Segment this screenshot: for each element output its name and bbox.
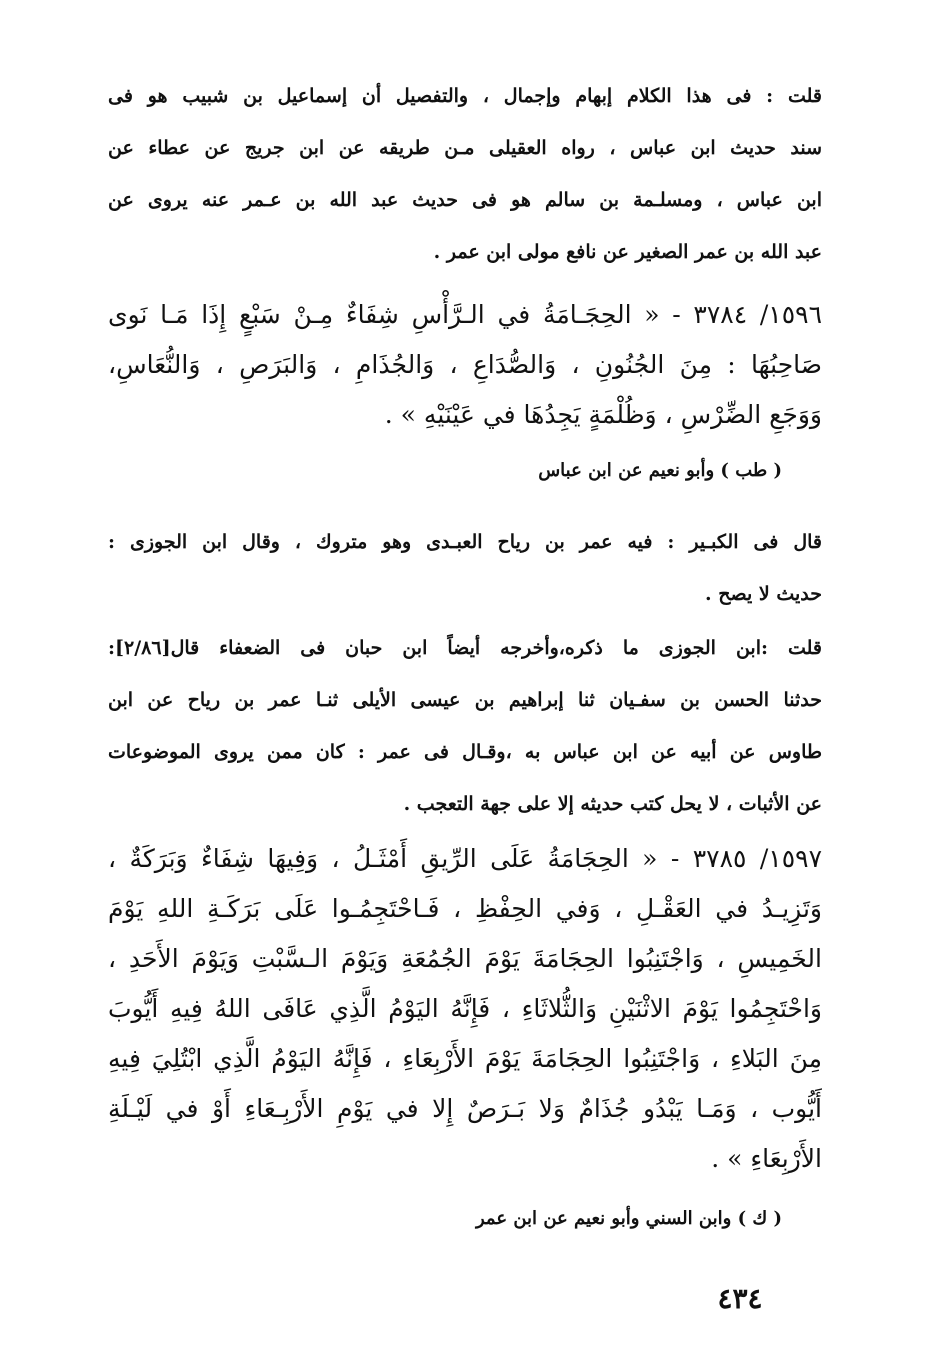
hadith-source: ( طب ) وأبو نعيم عن ابن عباس bbox=[538, 460, 782, 481]
page-body bbox=[108, 70, 822, 1242]
text-line: حدثنا الحسن بن سفـيان ثنا إبراهيم بن عيسى الأيلى ثنـا عمر بن رياح عن ابن bbox=[108, 689, 822, 711]
text-line: قلت :ابن الجوزى ما ذكره،وأخرجه أيضاً ابن حبان فى الضعفاء قال[٢/٨٦]: bbox=[108, 637, 822, 659]
text-line: عبد الله بن عمر الصغير عن نافع مولى ابن عمر . bbox=[433, 241, 822, 263]
hadith-line: وَتَزِيـدُ في العَقْـلِ ، وَفي الحِفْظِ ، فَـاحْتَجِمُـوا عَلَى بَرَكَـةِ اللهِ يَوْمَ bbox=[108, 894, 822, 923]
hadith-line: وَاحْتَجِمُوا يَوْمَ الاثْنَيْنِ وَالثُّلاثَاءِ ، فَإِنَّهُ اليَوْمُ الَّذِي عَافَى اللهُ فِيهِ أَيُّوبَ bbox=[108, 994, 822, 1023]
hadith-line: صَاحِبُهَا : مِنَ الجُنُونِ ، وَالصُّدَاعِ ، وَالجُذَامِ ، وَالبَرَصِ ، وَالنُّعَاسِ، bbox=[108, 350, 822, 379]
hadith-block bbox=[108, 834, 822, 1184]
hadith-line: ١٥٩٦/ ٣٧٨٤ - « الحِجَـامَةُ في الـرَّأْسِ شِفَاءٌ مِـنْ سَبْعٍ إِذَا مَـا نَوى bbox=[108, 300, 822, 329]
text-line: ابن عباس ، ومسلـمة بن سالم هو فى حديث عبد الله بن عـمر عنه يروى عن bbox=[108, 189, 822, 211]
commentary-block bbox=[108, 516, 822, 620]
hadith-line: الأَرْبِعَاءِ » . bbox=[711, 1144, 822, 1173]
hadith-block bbox=[108, 290, 822, 440]
commentary-block bbox=[108, 70, 822, 278]
text-line: حديث لا يصح . bbox=[705, 583, 822, 605]
commentary-block bbox=[108, 622, 822, 830]
text-line: قال فى الكبـير : فيه عمر بن رياح العبـدى وهو متروك ، وقال ابن الجوزى : bbox=[108, 531, 822, 553]
hadith-line: أَيُّوب ، وَمَـا يَبْدُو جُذَامٌ وَلا بَـرَصٌ إِلا في يَوْمِ الأَرْبِـعَاءِ أَوْ في لَيْـلَةِ bbox=[108, 1094, 822, 1123]
text-line: عن الأثبات ، لا يحل كتب حديثه إلا على جهة التعجب . bbox=[403, 793, 822, 815]
hadith-line: مِنَ البَلاءِ ، وَاجْتَنِبُوا الحِجَامَةَ يَوْمَ الأَرْبِعَاءِ ، فَإِنَّهُ اليَوْمُ الَّذِي ابْتُلِيَ فِيهِ bbox=[108, 1044, 822, 1073]
hadith-line: وَوَجَعِ الضِّرْسِ ، وَظُلْمَةٍ يَجِدُهَا في عَيْنَيْهِ » . bbox=[384, 400, 822, 429]
text-line: طاوس عن أبيه عن ابن عباس به ،وقـال فى عمر : كان ممن يروى الموضوعات bbox=[108, 741, 822, 763]
text-line: قلت : فى هذا الكلام إبهام وإجمال ، والتفصيل أن إسماعيل بن شبيب هو فى bbox=[108, 85, 822, 107]
page-number: ٤٣٤ bbox=[717, 1282, 763, 1315]
text-line: سند حديث ابن عباس ، رواه العقيلى مـن طريقه عن ابن جريج عن عطاء عن bbox=[108, 137, 822, 159]
hadith-line: ١٥٩٧/ ٣٧٨٥ - « الحِجَامَةُ عَلَى الرِّيقِ أَمْثَـلُ ، وَفِيهَا شِفَاءٌ وَبَرَكَةٌ ، bbox=[108, 844, 822, 873]
hadith-line: الخَمِيسِ ، وَاجْتَنِبُوا الحِجَامَةَ يَوْمَ الجُمُعَةِ وَيَوْمَ الـسَّبْتِ وَيَوْمَ الأَحَدِ ، bbox=[108, 944, 822, 973]
hadith-source: ( ك ) وابن السني وأبو نعيم عن ابن عمر bbox=[476, 1208, 782, 1229]
